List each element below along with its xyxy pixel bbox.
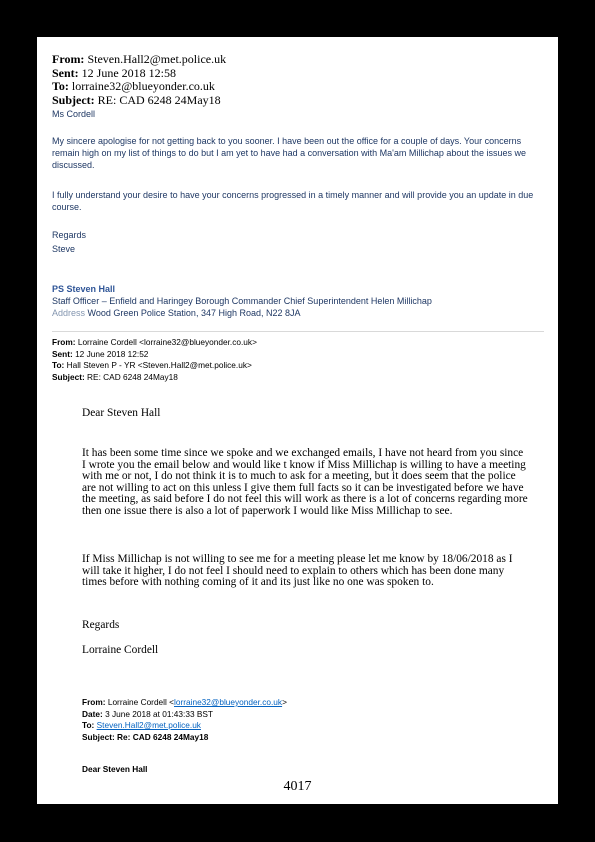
email3-date: Date: 3 June 2018 at 01:43:33 BST <box>82 708 214 719</box>
email2-header <box>52 337 544 383</box>
email3-from-link[interactable]: lorraine32@blueyonder.co.uk <box>174 697 283 707</box>
email2-subject: Subject: RE: CAD 6248 24May18 <box>52 371 178 382</box>
signature-address: Address Wood Green Police Station, 347 High Road, N22 8JA <box>52 308 301 318</box>
document-page <box>37 37 558 804</box>
divider <box>52 331 544 332</box>
email2-paragraph-2: If Miss Millichap is not willing to see me for a meeting please let me know by 18/06/2018 as I will take it higher, I do not feel I should need to explain to others which has been done many times before with nothing coming of it and its just like no one was spoken to. <box>82 553 513 588</box>
email3-salutation: Dear Steven Hall <box>82 764 148 774</box>
email2-to: To: Hall Steven P - YR <Steven.Hall2@met.police.uk> <box>52 360 252 370</box>
email1-subject: Subject: RE: CAD 6248 24May18 <box>52 92 221 107</box>
email2-name: Lorraine Cordell <box>82 644 159 656</box>
email3-to-link[interactable]: Steven.Hall2@met.police.uk <box>96 720 201 730</box>
email1-paragraph-1: My sincere apologise for not getting back to you sooner. I have been out the office for a couple of days. Your concerns remain high on my list of things to do but I am yet to have had a conversation with Ma'am Millichap about the issues we discussed. <box>52 136 526 170</box>
email1-to: To: lorraine32@blueyonder.co.uk <box>52 79 215 93</box>
email2-paragraph-1: It has been some time since we spoke and we exchanged emails, I have not heard from you since I wrote you the email below and would like t know if Miss Millichap is willing to have a meeting with me or not, I do not think it is to much to ask for a meeting, but it does seem that the police are not willing to act on this unless I give them full facts so it can be investigated before we have the meeting, as said before I do not feel this will work as there is a lot of concerns regarding more then one issue there is also a lot of paperwork I would like Miss Millichap to see. <box>82 447 528 517</box>
email1-paragraph-2: I fully understand your desire to have your concerns progressed in a timely manner and will provide you an update in due course. <box>52 190 534 212</box>
email1-salutation: Ms Cordell <box>52 109 96 119</box>
email3-from: From: Lorraine Cordell <lorraine32@blueyonder.co.uk> <box>82 697 287 707</box>
email1-signoff: Steve <box>52 244 76 254</box>
email1-regards: Regards <box>52 230 87 240</box>
email3-subject: Subject: Re: CAD 6248 24May18 <box>82 731 209 742</box>
email2-sent: Sent: 12 June 2018 12:52 <box>52 348 149 359</box>
email2-salutation: Dear Steven Hall <box>82 407 161 419</box>
email3-to: To: Steven.Hall2@met.police.uk <box>82 720 201 730</box>
email1-signature <box>52 283 544 319</box>
page-number: 4017 <box>283 779 312 794</box>
email1-from: From: Steven.Hall2@met.police.uk <box>52 52 227 66</box>
email1-sent: Sent: 12 June 2018 12:58 <box>52 65 177 80</box>
email1-header <box>52 53 544 107</box>
signature-title: Staff Officer – Enfield and Haringey Borough Commander Chief Superintendent Helen Millichap <box>52 296 432 306</box>
email2-regards: Regards <box>82 619 120 631</box>
email2-from: From: Lorraine Cordell <lorraine32@blueyonder.co.uk> <box>52 337 257 347</box>
email3-header <box>82 697 544 743</box>
signature-name: PS Steven Hall <box>52 284 116 294</box>
